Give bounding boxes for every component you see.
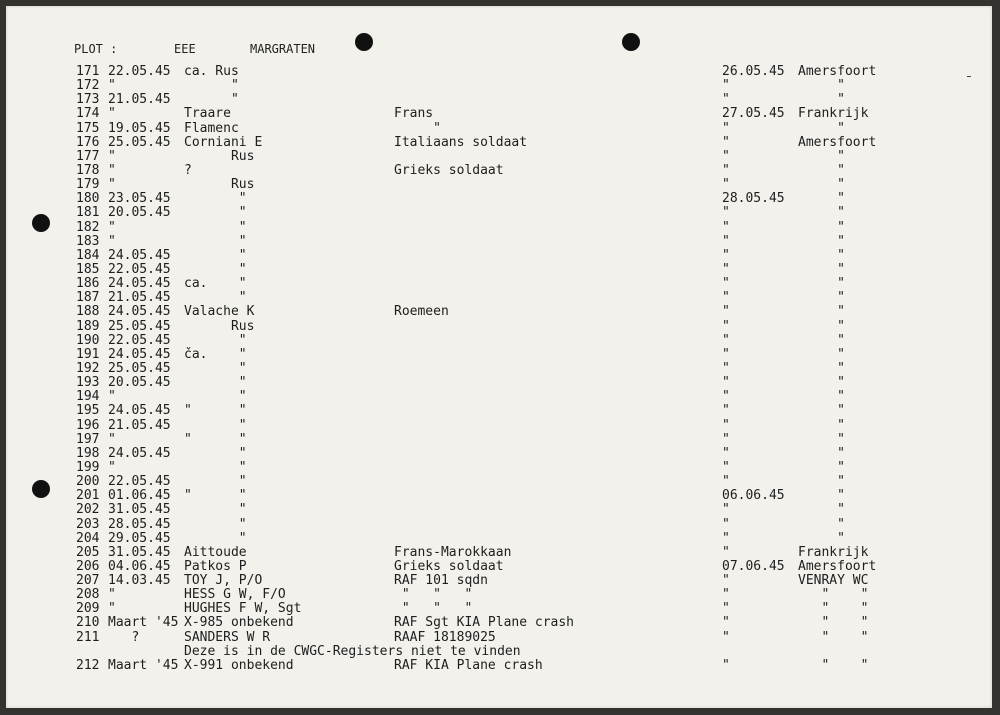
deceased-name-cell: " xyxy=(184,233,247,249)
reburial-date-cell: " xyxy=(722,177,730,193)
destination-cell: " " xyxy=(798,629,869,645)
reburial-date-cell: " xyxy=(722,219,730,235)
reburial-date-cell: " xyxy=(722,247,730,263)
burial-date-cell: " xyxy=(108,106,116,122)
page-header xyxy=(6,42,992,58)
destination-cell: " " xyxy=(798,587,869,603)
burial-date-cell: 22.05.45 xyxy=(108,261,171,277)
deceased-name-cell: " xyxy=(184,459,247,475)
deceased-name-cell: Rus xyxy=(184,318,255,334)
deceased-name-cell: Traare xyxy=(184,106,231,122)
nationality-cell: RAF KIA Plane crash xyxy=(394,657,543,673)
grave-number-cell: 174 xyxy=(76,106,100,122)
table-row xyxy=(6,263,992,277)
destination-cell: " xyxy=(798,92,845,108)
destination-cell: " xyxy=(798,530,845,546)
table-row xyxy=(6,150,992,164)
table-row xyxy=(6,390,992,404)
grave-number-cell: 194 xyxy=(76,389,100,405)
destination-cell: " xyxy=(798,191,845,207)
burial-date-cell: " xyxy=(108,233,116,249)
table-row xyxy=(6,518,992,532)
grave-number-cell: 206 xyxy=(76,558,100,574)
deceased-name-cell: " xyxy=(184,417,247,433)
grave-number-cell: 200 xyxy=(76,474,100,490)
deceased-name-cell: " xyxy=(184,191,247,207)
burial-date-cell: " xyxy=(108,431,116,447)
burial-date-cell: 25.05.45 xyxy=(108,360,171,376)
table-row xyxy=(6,560,992,574)
burial-date-cell: 19.05.45 xyxy=(108,120,171,136)
deceased-name-cell: Rus xyxy=(184,148,255,164)
table-row xyxy=(6,305,992,319)
destination-cell: " xyxy=(798,488,845,504)
table-row xyxy=(6,221,992,235)
destination-cell: " " xyxy=(798,601,869,617)
reburial-date-cell: " xyxy=(722,615,730,631)
burial-date-cell: 24.05.45 xyxy=(108,247,171,263)
table-row xyxy=(6,616,992,630)
deceased-name-cell: " xyxy=(184,389,247,405)
grave-number-cell: 197 xyxy=(76,431,100,447)
deceased-name-cell: Rus xyxy=(184,177,255,193)
destination-cell: " xyxy=(798,403,845,419)
deceased-name-cell: TOY J, P/O xyxy=(184,573,263,589)
table-row xyxy=(6,235,992,249)
destination-cell: " xyxy=(798,205,845,221)
table-row xyxy=(6,404,992,418)
burial-date-cell: 31.05.45 xyxy=(108,502,171,518)
reburial-date-cell: " xyxy=(722,276,730,292)
grave-number-cell: 193 xyxy=(76,375,100,391)
plot-value: EEE xyxy=(174,42,196,56)
burial-date-cell: 20.05.45 xyxy=(108,205,171,221)
destination-cell: Amersfoort xyxy=(798,134,877,150)
grave-number-cell: 201 xyxy=(76,488,100,504)
reburial-date-cell: " xyxy=(722,587,730,603)
grave-number-cell: 196 xyxy=(76,417,100,433)
table-row xyxy=(6,192,992,206)
destination-cell: " xyxy=(798,78,845,94)
reburial-date-cell: " xyxy=(722,134,730,150)
burial-date-cell: 25.05.45 xyxy=(108,318,171,334)
deceased-name-cell: Patkos P xyxy=(184,558,247,574)
deceased-name-cell: X-985 onbekend xyxy=(184,615,294,631)
table-row xyxy=(6,206,992,220)
burial-date-cell: 23.05.45 xyxy=(108,191,171,207)
table-row xyxy=(6,348,992,362)
destination-cell: Frankrijk xyxy=(798,106,869,122)
deceased-name-cell: X-991 onbekend xyxy=(184,657,294,673)
grave-number-cell: 185 xyxy=(76,261,100,277)
grave-number-cell: 210 xyxy=(76,615,100,631)
destination-cell: " xyxy=(798,431,845,447)
table-row xyxy=(6,122,992,136)
grave-number-cell: 171 xyxy=(76,64,100,79)
table-row xyxy=(6,503,992,517)
deceased-name-cell: " xyxy=(184,502,247,518)
burial-date-cell: 31.05.45 xyxy=(108,544,171,560)
deceased-name-cell: Deze is in de CWGC-Registers niet te vinden xyxy=(184,643,521,659)
grave-number-cell: 195 xyxy=(76,403,100,419)
deceased-name-cell: Flamenc xyxy=(184,120,239,136)
deceased-name-cell: HESS G W, F/O xyxy=(184,587,286,603)
grave-number-cell: 181 xyxy=(76,205,100,221)
deceased-name-cell: " xyxy=(184,375,247,391)
burial-date-cell: " xyxy=(108,389,116,405)
reburial-date-cell: " xyxy=(722,346,730,362)
destination-cell: " xyxy=(798,304,845,320)
grave-number-cell: 208 xyxy=(76,587,100,603)
grave-number-cell: 205 xyxy=(76,544,100,560)
table-row xyxy=(6,546,992,560)
reburial-date-cell: " xyxy=(722,657,730,673)
destination-cell: " xyxy=(798,276,845,292)
table-row xyxy=(6,93,992,107)
burial-date-cell: 21.05.45 xyxy=(108,417,171,433)
reburial-date-cell: " xyxy=(722,120,730,136)
deceased-name-cell: ca. Rus xyxy=(184,64,239,79)
destination-cell: " " xyxy=(798,657,869,673)
destination-cell: " xyxy=(798,233,845,249)
table-row xyxy=(6,320,992,334)
destination-cell: " xyxy=(798,445,845,461)
table-row xyxy=(6,447,992,461)
table-row xyxy=(6,376,992,390)
deceased-name-cell: " xyxy=(184,92,239,108)
reburial-date-cell: " xyxy=(722,403,730,419)
reburial-date-cell: " xyxy=(722,261,730,277)
reburial-date-cell: " xyxy=(722,375,730,391)
destination-cell: " xyxy=(798,360,845,376)
grave-number-cell: 182 xyxy=(76,219,100,235)
reburial-date-cell: " xyxy=(722,445,730,461)
document-page xyxy=(6,6,992,708)
table-row xyxy=(6,631,992,645)
grave-number-cell: 176 xyxy=(76,134,100,150)
burial-date-cell: " xyxy=(108,162,116,178)
burial-date-cell: " xyxy=(108,459,116,475)
table-row xyxy=(6,588,992,602)
burial-date-cell: Maart '45 xyxy=(108,657,179,673)
burial-date-cell: 22.05.45 xyxy=(108,332,171,348)
reburial-date-cell: " xyxy=(722,530,730,546)
nationality-cell: Frans xyxy=(394,106,434,122)
deceased-name-cell: Valache K xyxy=(184,304,255,320)
deceased-name-cell: " xyxy=(184,516,247,532)
reburial-date-cell: 28.05.45 xyxy=(722,191,785,207)
grave-number-cell: 207 xyxy=(76,573,100,589)
table-row xyxy=(6,602,992,616)
table-row xyxy=(6,645,992,659)
deceased-name-cell: " xyxy=(184,247,247,263)
grave-number-cell: 198 xyxy=(76,445,100,461)
destination-cell: " xyxy=(798,474,845,490)
reburial-date-cell: " xyxy=(722,290,730,306)
reburial-date-cell: " xyxy=(722,601,730,617)
cemetery-name: MARGRATEN xyxy=(250,42,316,56)
table-row xyxy=(6,419,992,433)
table-row xyxy=(6,79,992,93)
burial-date-cell: 04.06.45 xyxy=(108,558,171,574)
destination-cell: " xyxy=(798,247,845,263)
burial-date-cell: 24.05.45 xyxy=(108,403,171,419)
nationality-cell: " " " xyxy=(394,601,473,617)
table-row xyxy=(6,277,992,291)
table-row xyxy=(6,433,992,447)
deceased-name-cell: ca. " xyxy=(184,276,247,292)
reburial-date-cell: " xyxy=(722,162,730,178)
nationality-cell: " xyxy=(394,120,441,136)
destination-cell: Amersfoort xyxy=(798,558,877,574)
deceased-name-cell: Corniani E xyxy=(184,134,263,150)
deceased-name-cell: " xyxy=(184,530,247,546)
reburial-date-cell: " xyxy=(722,78,730,94)
table-row xyxy=(6,461,992,475)
nationality-cell: RAF 101 sqdn xyxy=(394,573,488,589)
burial-date-cell: 24.05.45 xyxy=(108,346,171,362)
reburial-date-cell: " xyxy=(722,573,730,589)
burial-date-cell: 21.05.45 xyxy=(108,92,171,108)
plot-label: PLOT : xyxy=(74,42,118,56)
deceased-name-cell: " " xyxy=(184,431,247,447)
nationality-cell: Frans-Marokkaan xyxy=(394,544,512,560)
table-row xyxy=(6,178,992,192)
burial-date-cell: 24.05.45 xyxy=(108,445,171,461)
deceased-name-cell: " xyxy=(184,445,247,461)
reburial-date-cell: 06.06.45 xyxy=(722,488,785,504)
burial-date-cell: " xyxy=(108,148,116,164)
reburial-date-cell: " xyxy=(722,148,730,164)
deceased-name-cell: " xyxy=(184,360,247,376)
reburial-date-cell: " xyxy=(722,417,730,433)
destination-cell: Frankrijk xyxy=(798,544,869,560)
burial-date-cell: " xyxy=(108,601,116,617)
burial-date-cell: 14.03.45 xyxy=(108,573,171,589)
reburial-date-cell: " xyxy=(722,544,730,560)
burial-date-cell: Maart '45 xyxy=(108,615,179,631)
destination-cell: " xyxy=(798,177,845,193)
grave-number-cell: 191 xyxy=(76,346,100,362)
nationality-cell: Roemeen xyxy=(394,304,449,320)
grave-number-cell: 189 xyxy=(76,318,100,334)
destination-cell: " xyxy=(798,417,845,433)
burial-date-cell: 25.05.45 xyxy=(108,134,171,150)
grave-number-cell: 183 xyxy=(76,233,100,249)
reburial-date-cell: " xyxy=(722,318,730,334)
deceased-name-cell: ? xyxy=(184,162,192,178)
table-row xyxy=(6,249,992,263)
burial-date-cell: 24.05.45 xyxy=(108,276,171,292)
grave-number-cell: 180 xyxy=(76,191,100,207)
destination-cell: " xyxy=(798,375,845,391)
table-row xyxy=(6,107,992,121)
reburial-date-cell: " xyxy=(722,474,730,490)
table-row xyxy=(6,489,992,503)
destination-cell: " xyxy=(798,332,845,348)
deceased-name-cell: " xyxy=(184,205,247,221)
burial-date-cell: 22.05.45 xyxy=(108,474,171,490)
deceased-name-cell: " xyxy=(184,474,247,490)
grave-number-cell: 177 xyxy=(76,148,100,164)
burial-date-cell: 24.05.45 xyxy=(108,304,171,320)
nationality-cell: Italiaans soldaat xyxy=(394,134,528,150)
destination-cell: Amersfoort xyxy=(798,64,877,79)
burial-date-cell: 21.05.45 xyxy=(108,290,171,306)
grave-number-cell: 175 xyxy=(76,120,100,136)
destination-cell: " xyxy=(798,346,845,362)
deceased-name-cell: Aittoude xyxy=(184,544,247,560)
grave-number-cell: 199 xyxy=(76,459,100,475)
reburial-date-cell: 07.06.45 xyxy=(722,558,785,574)
deceased-name-cell: " xyxy=(184,219,247,235)
table-row xyxy=(6,574,992,588)
reburial-date-cell: " xyxy=(722,304,730,320)
deceased-name-cell: " " xyxy=(184,488,247,504)
destination-cell: " " xyxy=(798,615,869,631)
reburial-date-cell: 27.05.45 xyxy=(722,106,785,122)
grave-number-cell: 209 xyxy=(76,601,100,617)
burial-date-cell: " xyxy=(108,78,116,94)
burial-date-cell: " xyxy=(108,219,116,235)
grave-number-cell: 187 xyxy=(76,290,100,306)
burial-date-cell: 28.05.45 xyxy=(108,516,171,532)
burial-date-cell: 22.05.45 xyxy=(108,64,171,79)
reburial-date-cell: " xyxy=(722,92,730,108)
burial-date-cell: 01.06.45 xyxy=(108,488,171,504)
grave-number-cell: 188 xyxy=(76,304,100,320)
grave-number-cell: 212 xyxy=(76,657,100,673)
reburial-date-cell: " xyxy=(722,629,730,645)
destination-cell: " xyxy=(798,120,845,136)
grave-number-cell: 192 xyxy=(76,360,100,376)
table-row xyxy=(6,291,992,305)
burial-date-cell: " xyxy=(108,177,116,193)
deceased-name-cell: " xyxy=(184,290,247,306)
destination-cell: " xyxy=(798,502,845,518)
deceased-name-cell: " xyxy=(184,332,247,348)
reburial-date-cell: " xyxy=(722,389,730,405)
table-row xyxy=(6,475,992,489)
reburial-date-cell: " xyxy=(722,205,730,221)
destination-cell: " xyxy=(798,219,845,235)
reburial-date-cell: " xyxy=(722,233,730,249)
grave-number-cell: 172 xyxy=(76,78,100,94)
destination-cell: VENRAY WC xyxy=(798,573,869,589)
reburial-date-cell: " xyxy=(722,516,730,532)
grave-number-cell: 190 xyxy=(76,332,100,348)
deceased-name-cell: " xyxy=(184,78,239,94)
reburial-date-cell: " xyxy=(722,431,730,447)
reburial-date-cell: " xyxy=(722,502,730,518)
destination-cell: " xyxy=(798,389,845,405)
table-row xyxy=(6,136,992,150)
nationality-cell: RAF Sgt KIA Plane crash xyxy=(394,615,575,631)
grave-number-cell: 173 xyxy=(76,92,100,108)
destination-cell: " xyxy=(798,318,845,334)
nationality-cell: " " " xyxy=(394,587,473,603)
nationality-cell: RAAF 18189025 xyxy=(394,629,496,645)
destination-cell: " xyxy=(798,148,845,164)
destination-cell: " xyxy=(798,162,845,178)
grave-number-cell: 204 xyxy=(76,530,100,546)
grave-number-cell: 184 xyxy=(76,247,100,263)
destination-cell: " xyxy=(798,516,845,532)
reburial-date-cell: " xyxy=(722,459,730,475)
deceased-name-cell: " " xyxy=(184,403,247,419)
nationality-cell: Grieks soldaat xyxy=(394,558,504,574)
table-row xyxy=(6,334,992,348)
destination-cell: " xyxy=(798,261,845,277)
deceased-name-cell: " xyxy=(184,261,247,277)
reburial-date-cell: " xyxy=(722,360,730,376)
table-row xyxy=(6,164,992,178)
reburial-date-cell: 26.05.45 xyxy=(722,64,785,79)
reburial-date-cell: " xyxy=(722,332,730,348)
nationality-cell: Grieks soldaat xyxy=(394,162,504,178)
grave-number-cell: 179 xyxy=(76,177,100,193)
table-row xyxy=(6,362,992,376)
grave-number-cell: 203 xyxy=(76,516,100,532)
table-row xyxy=(6,65,992,79)
table-row xyxy=(6,532,992,546)
destination-cell: " xyxy=(798,290,845,306)
grave-number-cell: 202 xyxy=(76,502,100,518)
grave-number-cell: 178 xyxy=(76,162,100,178)
table-row xyxy=(6,659,992,673)
deceased-name-cell: SANDERS W R xyxy=(184,629,271,645)
grave-number-cell: 186 xyxy=(76,276,100,292)
burial-date-cell: 29.05.45 xyxy=(108,530,171,546)
destination-cell: " xyxy=(798,459,845,475)
grave-number-cell: 211 xyxy=(76,629,100,645)
register-table xyxy=(6,65,992,673)
burial-date-cell: " xyxy=(108,587,116,603)
deceased-name-cell: HUGHES F W, Sgt xyxy=(184,601,302,617)
burial-date-cell: 20.05.45 xyxy=(108,375,171,391)
burial-date-cell: ? xyxy=(108,629,140,645)
deceased-name-cell: ča. " xyxy=(184,346,247,362)
